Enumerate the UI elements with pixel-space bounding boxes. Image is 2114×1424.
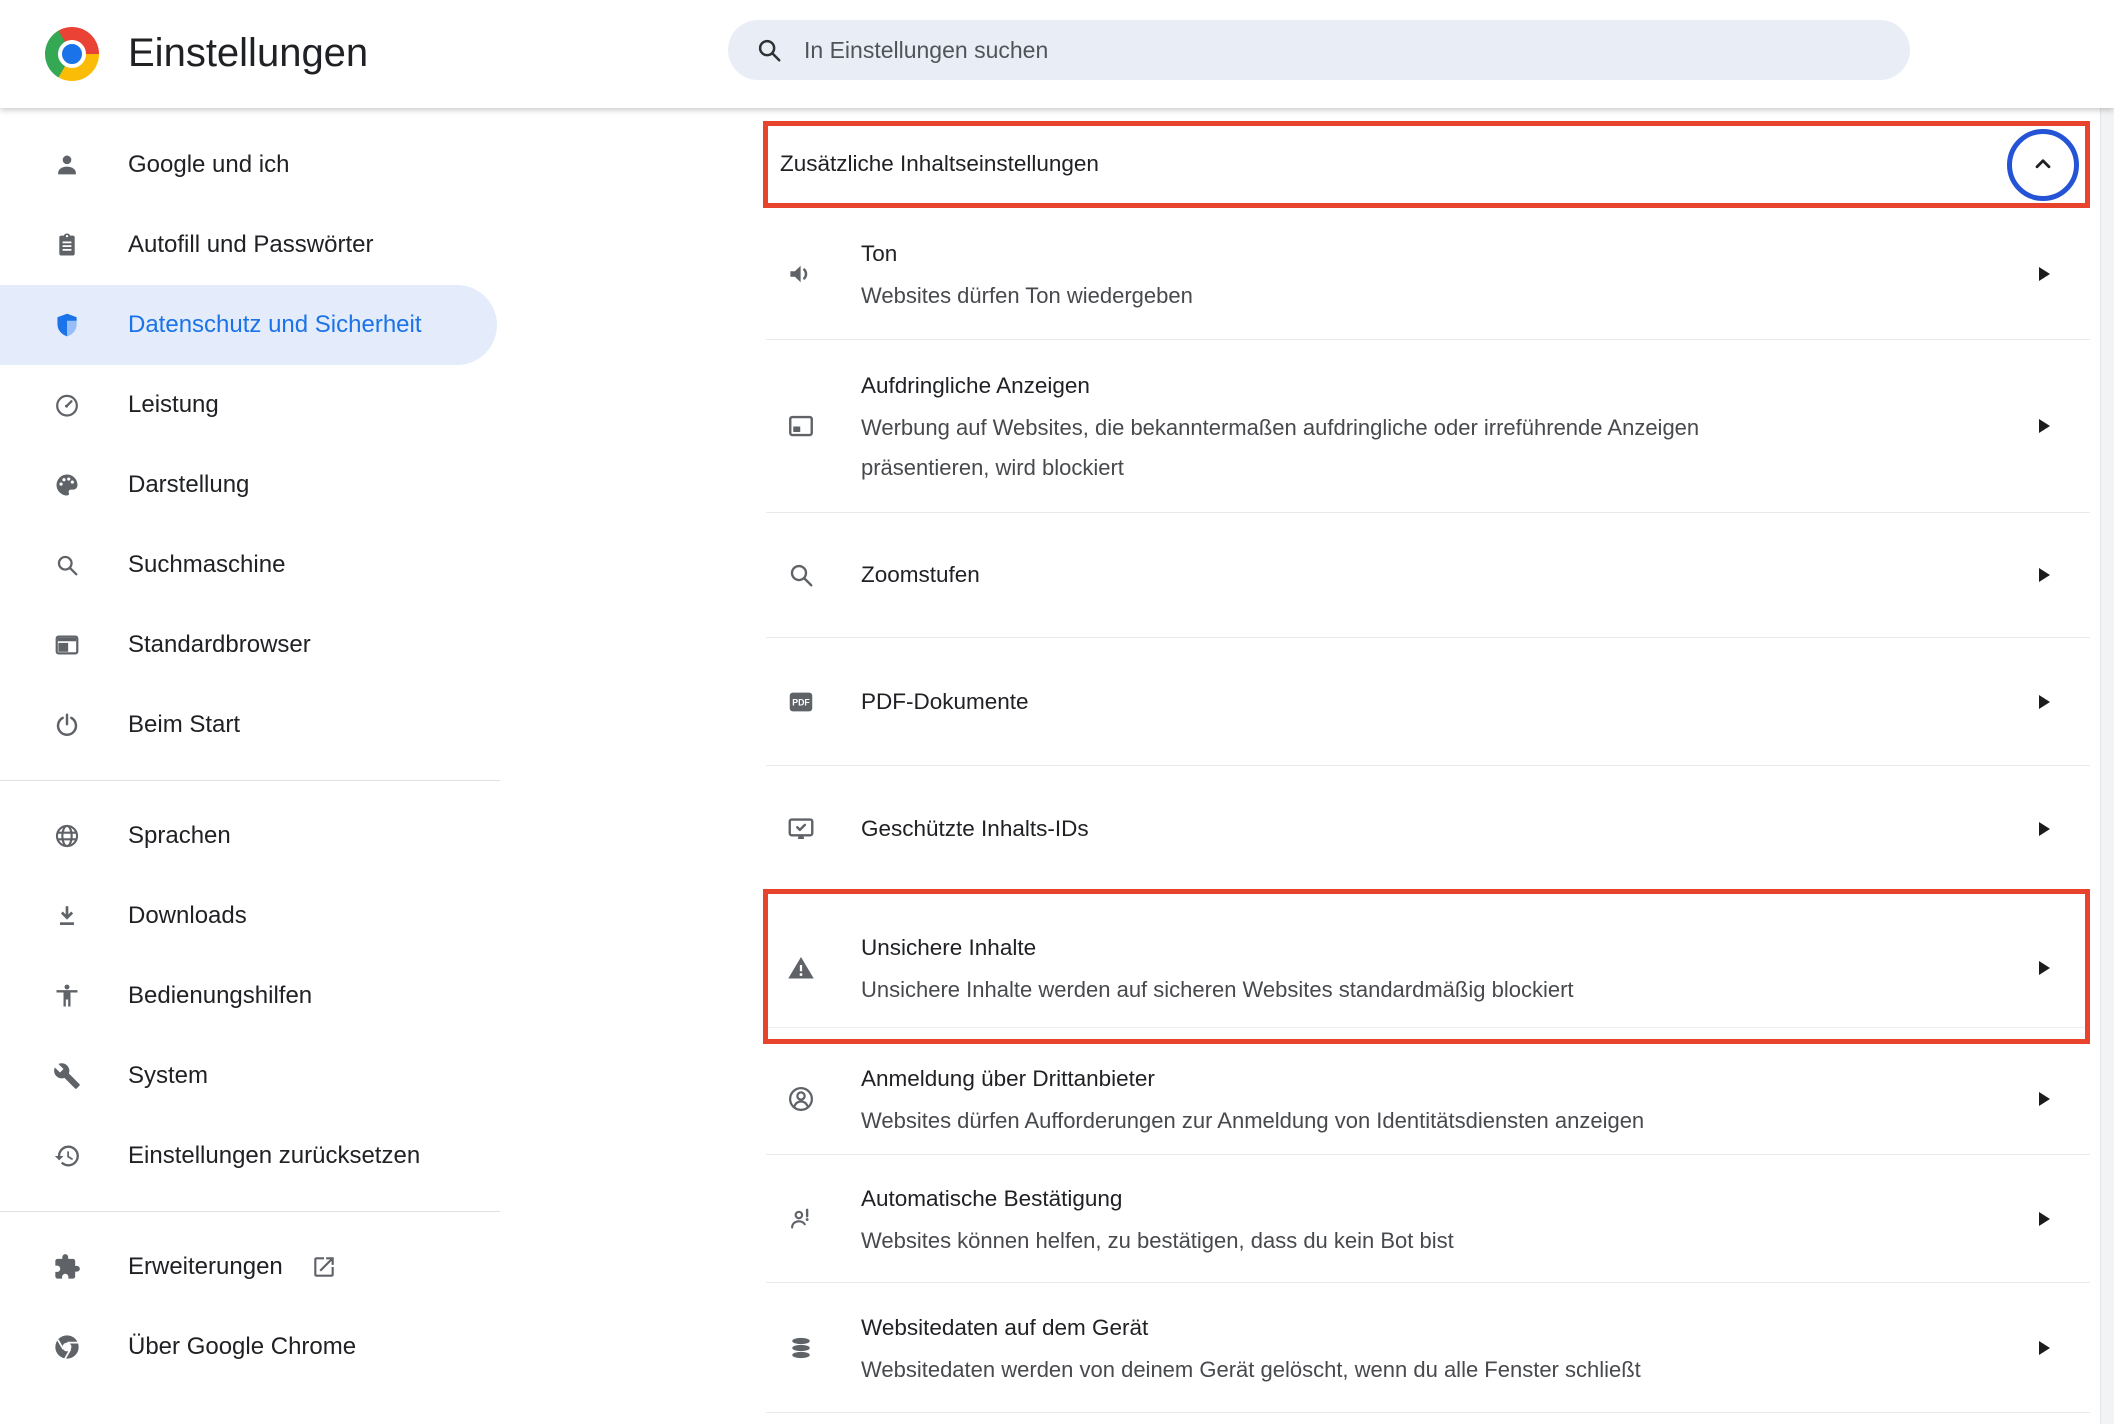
sidebar-item-label: Google und ich xyxy=(128,151,290,178)
person-icon xyxy=(53,151,81,179)
sidebar xyxy=(0,108,750,1424)
history-icon xyxy=(53,1142,81,1170)
sidebar-item-label: Datenschutz und Sicherheit xyxy=(128,311,422,338)
chevron-right-icon xyxy=(2039,961,2050,975)
sidebar-item-label: Darstellung xyxy=(128,471,250,498)
chevron-right-icon xyxy=(2039,1341,2050,1355)
sidebar-item-einstellungen-zuruecksetzen[interactable] xyxy=(0,1116,497,1196)
setting-row-zoomstufen[interactable] xyxy=(766,513,2090,638)
chrome-gray-icon xyxy=(53,1333,81,1361)
section-header-zusaetzliche-inhaltseinstellungen[interactable] xyxy=(766,108,2090,208)
setting-row-anmeldung-ueber-drittanbieter[interactable] xyxy=(766,1043,2090,1155)
app-header xyxy=(0,0,2114,108)
chevron-right-icon xyxy=(2039,568,2050,582)
account-circle-icon xyxy=(786,1084,816,1114)
sidebar-divider xyxy=(0,780,500,781)
setting-title: Automatische Bestätigung xyxy=(861,1185,1123,1211)
section-header-label: Zusätzliche Inhaltseinstellungen xyxy=(780,150,1099,176)
sidebar-item-system[interactable] xyxy=(0,1036,497,1116)
search-input[interactable] xyxy=(802,36,1910,65)
protected-content-icon xyxy=(786,814,816,844)
setting-subtitle: Websites dürfen Aufforderungen zur Anmeldung von Identitätsdiensten anzeigen xyxy=(861,1107,1645,1133)
sidebar-item-label: Über Google Chrome xyxy=(128,1333,357,1360)
chevron-right-icon xyxy=(2039,1212,2050,1226)
setting-row-websitedaten-auf-dem-geraet[interactable] xyxy=(766,1283,2090,1413)
sidebar-item-ueber-google-chrome[interactable] xyxy=(0,1307,497,1387)
clipboard-icon xyxy=(53,231,81,259)
sidebar-item-label: System xyxy=(128,1062,209,1089)
setting-subtitle: Unsichere Inhalte werden auf sicheren Websites standardmäßig blockiert xyxy=(861,976,1574,1002)
power-icon xyxy=(53,711,81,739)
setting-title: Aufdringliche Anzeigen xyxy=(861,373,1090,398)
globe-icon xyxy=(53,822,81,850)
sidebar-item-bedienungshilfen[interactable] xyxy=(0,956,497,1036)
search-icon xyxy=(53,551,81,579)
search-icon xyxy=(754,35,784,65)
chevron-right-icon xyxy=(2039,267,2050,281)
setting-subtitle: Websites können helfen, zu bestätigen, dass du kein Bot bist xyxy=(861,1227,1454,1253)
sidebar-item-label: Erweiterungen xyxy=(128,1253,283,1280)
sidebar-item-label: Standardbrowser xyxy=(128,631,311,658)
sidebar-item-beim-start[interactable] xyxy=(0,685,497,765)
sidebar-item-label: Einstellungen zurücksetzen xyxy=(128,1142,421,1169)
sidebar-item-label: Bedienungshilfen xyxy=(128,982,313,1009)
setting-title: Websitedaten auf dem Gerät xyxy=(861,1314,1149,1340)
chrome-logo-icon xyxy=(45,27,99,81)
browser-window-icon xyxy=(53,631,81,659)
setting-row-pdf-dokumente[interactable] xyxy=(766,638,2090,766)
chevron-right-icon xyxy=(2039,695,2050,709)
sidebar-item-google-und-ich[interactable] xyxy=(0,125,497,205)
setting-row-geschuetzte-inhalts-ids[interactable] xyxy=(766,766,2090,892)
setting-row-unsichere-inhalte[interactable] xyxy=(766,892,2090,1043)
palette-icon xyxy=(53,471,81,499)
sidebar-divider xyxy=(0,1211,500,1212)
setting-row-aufdringliche-anzeigen[interactable] xyxy=(766,340,2090,513)
sidebar-item-label: Downloads xyxy=(128,902,247,929)
chevron-right-icon xyxy=(2039,1092,2050,1106)
svg-text:PDF: PDF xyxy=(792,697,810,708)
setting-title: Anmeldung über Drittanbieter xyxy=(861,1065,1155,1091)
setting-title: Unsichere Inhalte xyxy=(861,934,1037,960)
setting-subtitle: Werbung auf Websites, die bekanntermaßen aufdringliche oder irreführende Anzeigen präsentieren, wird blockiert xyxy=(861,415,1700,480)
scrollbar-track[interactable] xyxy=(2100,108,2114,1424)
sidebar-item-sprachen[interactable] xyxy=(0,796,497,876)
collapse-button[interactable] xyxy=(2030,151,2056,177)
sidebar-item-erweiterungen[interactable] xyxy=(0,1227,497,1307)
zoom-icon xyxy=(786,560,816,590)
sidebar-item-autofill[interactable] xyxy=(0,205,497,285)
sidebar-item-datenschutz-und-sicherheit[interactable] xyxy=(0,285,497,365)
setting-title: Zoomstufen xyxy=(861,562,980,587)
captcha-person-icon xyxy=(786,1204,816,1234)
sidebar-item-downloads[interactable] xyxy=(0,876,497,956)
accessibility-icon xyxy=(53,982,81,1010)
puzzle-icon xyxy=(53,1253,81,1281)
content-settings-list xyxy=(766,108,2090,1413)
settings-search[interactable] xyxy=(728,20,1910,80)
sidebar-item-leistung[interactable] xyxy=(0,365,497,445)
wrench-icon xyxy=(53,1062,81,1090)
setting-title: Geschützte Inhalts-IDs xyxy=(861,815,1089,841)
chevron-up-icon xyxy=(2030,151,2056,177)
speedometer-icon xyxy=(53,391,81,419)
sidebar-item-label: Sprachen xyxy=(128,822,231,849)
ads-window-icon xyxy=(786,411,816,441)
shield-icon xyxy=(53,311,81,339)
setting-title: PDF-Dokumente xyxy=(861,688,1029,714)
warning-icon xyxy=(786,953,816,983)
setting-title: Ton xyxy=(861,240,898,266)
setting-row-ton[interactable] xyxy=(766,208,2090,340)
sidebar-item-darstellung[interactable] xyxy=(0,445,497,525)
sidebar-item-suchmaschine[interactable] xyxy=(0,525,497,605)
sidebar-item-label: Suchmaschine xyxy=(128,551,286,578)
open-in-new-icon xyxy=(311,1254,337,1280)
sidebar-item-standardbrowser[interactable] xyxy=(0,605,497,685)
pdf-icon xyxy=(786,687,816,717)
chevron-right-icon xyxy=(2039,419,2050,433)
setting-subtitle: Websitedaten werden von deinem Gerät gelöscht, wenn du alle Fenster schließt xyxy=(861,1356,1641,1382)
volume-icon xyxy=(786,259,816,289)
page-title: Einstellungen xyxy=(128,31,369,75)
sidebar-item-label: Beim Start xyxy=(128,711,241,738)
download-icon xyxy=(53,902,81,930)
setting-row-automatische-bestaetigung[interactable] xyxy=(766,1155,2090,1283)
database-icon xyxy=(786,1333,816,1363)
sidebar-item-label: Leistung xyxy=(128,391,219,418)
chevron-right-icon xyxy=(2039,822,2050,836)
sidebar-item-label: Autofill und Passwörter xyxy=(128,231,374,258)
setting-subtitle: Websites dürfen Ton wiedergeben xyxy=(861,282,1193,308)
